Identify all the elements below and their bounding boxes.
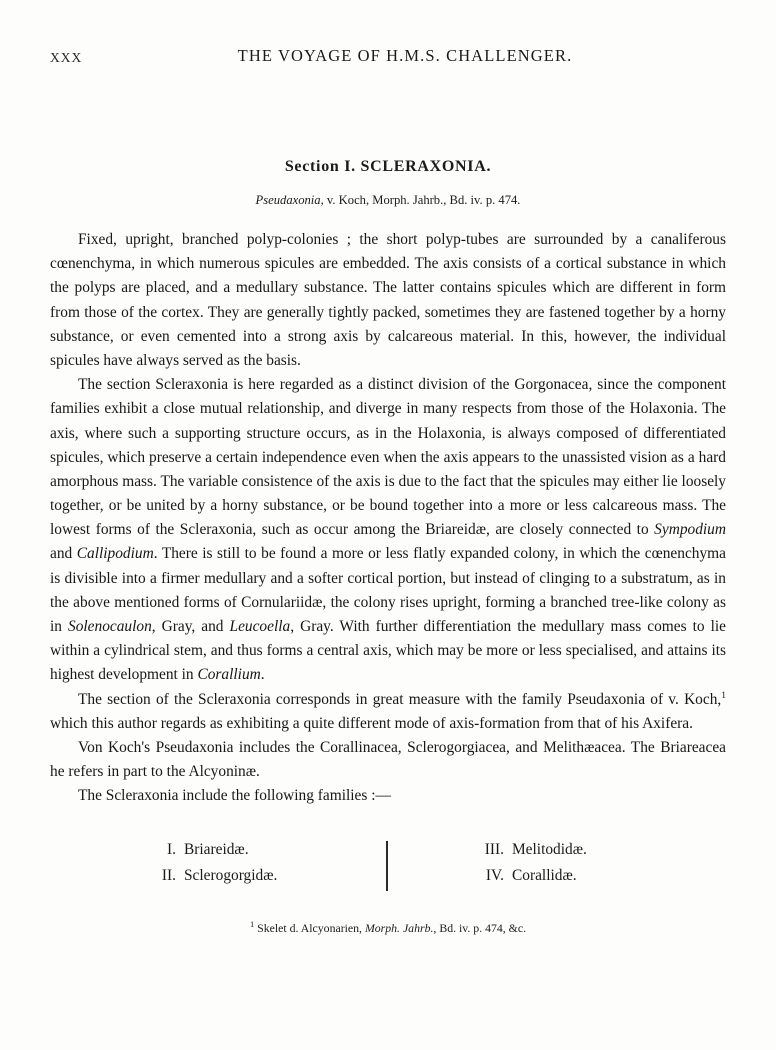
page-folio: XXX [50, 50, 83, 65]
paragraph-3: The section of the Scleraxonia corresponds in great measure with the family Pseudaxonia of v. Koch,$^1$ which this author regards as exhibiting a quite different mode of axis-formation from that of his Axifera. [50, 690, 726, 732]
list-item [142, 837, 277, 864]
paragraph-5: The Scleraxonia include the following families :— [78, 787, 391, 805]
footnote-text-before: Skelet d. Alcyonarien, [254, 920, 365, 935]
list-item [142, 863, 277, 890]
family-numeral: I. [167, 840, 176, 858]
running-head-title: THE VOYAGE OF H.M.S. CHALLENGER. [237, 46, 573, 65]
family-name: Sclerogorgidæ. [184, 867, 278, 885]
footnote-marker: 1 [249, 918, 255, 929]
families-list [50, 837, 726, 899]
section-subtitle [50, 193, 726, 208]
list-item [470, 863, 587, 890]
footnote-text-after: , Bd. iv. p. 474, &c. [433, 920, 527, 935]
footnote [50, 918, 726, 936]
section-title: Section I. SCLERAXONIA. [284, 158, 492, 175]
family-numeral: IV. [485, 867, 504, 885]
families-column-left [142, 837, 277, 891]
family-numeral: II. [161, 867, 176, 885]
footnote-journal: Morph. Jahrb. [364, 920, 434, 935]
paragraph-1: Fixed, upright, branched polyp-colonies ; the short polyp-tubes are surrounded by a canaliferous cœnenchyma, in which numerous spicules are embedded. The axis consists of a cortical substance in which the polyps are placed, and a medullary substance. The latter contains spicules which are different in form from those of the cortex. They are generally tightly packed, sometimes they are fastened together by a horny substance, or even cemented into a strong axis by calcareous material. In this, however, the individual spicules have always served as the basis. [50, 231, 726, 369]
families-divider-rule [386, 841, 388, 891]
family-name: Melitodidæ. [512, 840, 587, 858]
section-subtitle-genus: Pseudaxonia, [255, 193, 324, 207]
families-column-right [470, 837, 587, 891]
list-item [470, 837, 587, 864]
paragraph-4: Von Koch's Pseudaxonia includes the Corallinacea, Sclerogorgiacea, and Melithæacea. The Briareacea he refers in part to the Alcyoninæ. [50, 738, 726, 781]
family-name: Briareidæ. [184, 840, 249, 858]
paragraph-2: The section Scleraxonia is here regarded as a distinct division of the Gorgonacea, since the component families exhibit a close mutual relationship, and diverge in many respects from those of the Holaxonia. The axis, where such a supporting structure occurs, as in the Holaxonia, is always composed of differentiated spicules, which preserve a certain independence even when the axis appears to the unassisted vision as a hard amorphous mass. The variable consistence of the axis is due to the fact that the spicules may either lie loosely together, or be united by a horny substance, or be bound together into a more or less calcareous mass. The lowest forms of the Scleraxonia, such as occur among the Briareidæ, are closely connected to Sympodium and Callipodium. There is still to be found a more or less flatly expanded colony, in which the cœnenchyma is divisible into a firmer medullary and a softer cortical portion, but instead of clinging to a substratum, as in the above mentioned forms of Cornulariidæ, the colony rises upright, forming a branched tree-like colony as in Solenocaulon, Gray, and Leucoella, Gray. With further differentiation the medullary mass comes to lie within a cylindrical stem, and thus forms a central axis, which may be more or less specialised, and attains its highest development in Corallium. [50, 376, 726, 684]
family-numeral: III. [484, 840, 504, 858]
running-head [50, 44, 726, 74]
page-content [50, 44, 726, 936]
section-subtitle-reference: v. Koch, Morph. Jahrb., Bd. iv. p. 474. [323, 193, 521, 207]
family-name: Corallidæ. [512, 867, 577, 885]
